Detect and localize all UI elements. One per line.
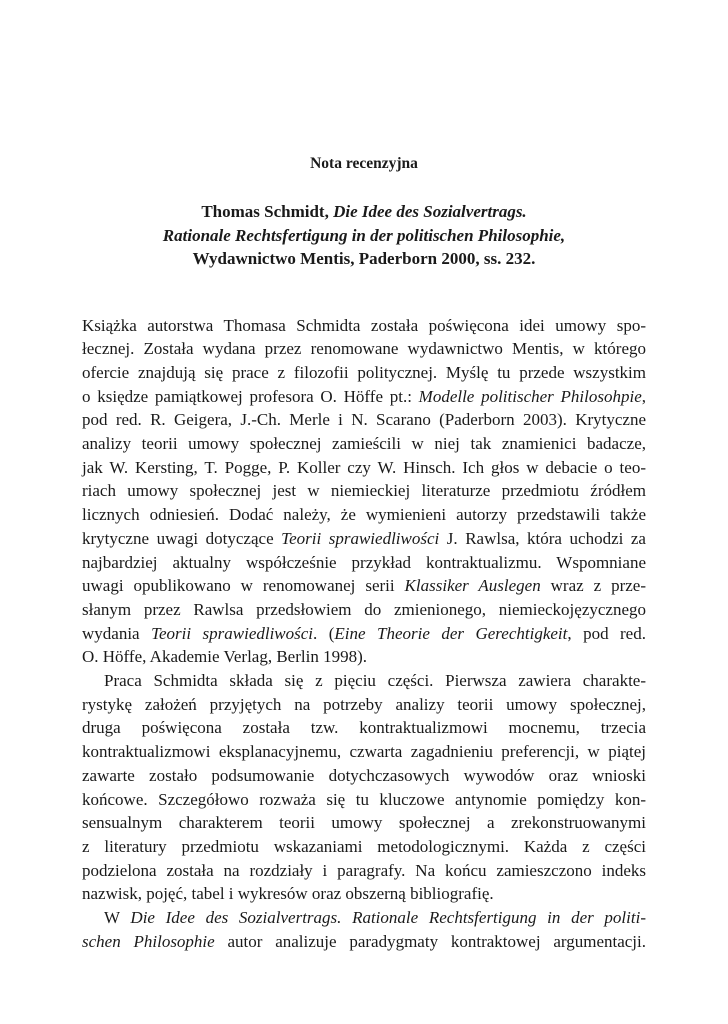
text-line	[82, 906, 646, 930]
text-line: podzielona została na rozdziały i paragrafy. Na końcu zamieszczono indeks	[82, 860, 646, 880]
text-line: rystykę założeń przyjętych na potrzeby analizy teorii umowy społecznej,	[82, 694, 646, 714]
text-line: riach umowy społecznej jest w niemieckiej literaturze przedmiotu źródłem	[82, 481, 646, 501]
text-run: uwagi opublikowano w renomowanej serii	[82, 576, 405, 596]
text-line: licznych odniesień. Dodać należy, że wymienieni autorzy przedstawili także	[82, 505, 646, 525]
book-ref-line-3	[82, 247, 646, 271]
text-line: druga poświęcona została tzw. kontraktualizmowi mocnemu, trzecia	[82, 718, 646, 738]
text-line: najbardziej aktualny współcześnie przykład kontraktualizmu. Wspomniane	[82, 552, 646, 572]
section-label: Nota recenzyjna	[310, 155, 418, 172]
italic-title: Modelle politischer Philosohpie	[418, 386, 642, 406]
book-ref-line-1	[82, 200, 646, 224]
paragraph-2	[82, 669, 646, 906]
text-line: łecznej. Została wydana przez renomowane wydawnictwo Mentis, w którego	[82, 339, 646, 359]
italic-title: Klassiker Auslegen	[404, 576, 541, 596]
review-heading	[82, 154, 646, 271]
text-line: analizy teorii umowy społecznej zamieścili w niej tak znamienici badacze,	[82, 434, 646, 454]
text-run: W	[104, 908, 131, 928]
text-line: pod red. R. Geigera, J.-Ch. Merle i N. Scarano (Paderborn 2003). Krytyczne	[82, 410, 646, 430]
italic-title: Eine Theorie der Gerechtigkeit	[334, 623, 568, 643]
text-run: wydania	[82, 623, 152, 643]
text-line	[82, 622, 646, 646]
italic-title: schen Philosophie	[82, 931, 215, 951]
italic-title: Die Idee des Sozialvertrags. Rationale Rechtsfertigung in der politi-	[130, 908, 646, 928]
text-run: J. Rawlsa, która uchodzi za	[439, 528, 646, 548]
text-line	[82, 930, 646, 954]
text-line: z literatury przedmiotu wskazaniami metodologicznymi. Każda z części	[82, 836, 646, 856]
text-line: słanym przez Rawlsa przedsłowiem do zmienionego, niemieckojęzycznego	[82, 599, 646, 619]
book-publisher: Wydawnictwo Mentis, Paderborn 2000, ss. 232.	[192, 249, 536, 268]
text-run: , pod red.	[567, 623, 646, 643]
text-line: kontraktualizmowi eksplanacyjnemu, czwarta zagadnieniu preferencji, w piątej	[82, 742, 646, 762]
book-reference	[82, 200, 646, 271]
text-line	[82, 385, 646, 409]
book-title-part-1: Die Idee des Sozialvertrags.	[333, 202, 527, 221]
text-line: ofercie znajdują się prace z filozofii politycznej. Myślę tu przede wszystkim	[82, 362, 646, 382]
text-line	[82, 527, 646, 551]
italic-title: Teorii sprawiedliwości	[151, 623, 314, 643]
italic-title: Teorii sprawiedliwości	[281, 528, 440, 548]
text-line: sensualnym charakterem teorii umowy społecznej a zrekonstruowanymi	[82, 813, 646, 833]
book-title-part-2: Rationale Rechtsfertigung in der politischen Philosophie,	[162, 225, 566, 245]
review-body	[82, 314, 646, 954]
review-page	[82, 154, 646, 953]
text-line: O. Höffe, Akademie Verlag, Berlin 1998).	[82, 647, 367, 667]
paragraph-3	[82, 906, 646, 953]
text-run: . (	[313, 623, 335, 643]
text-line: zawarte zostało podsumowanie dotychczasowych wywodów oraz wnioski	[82, 765, 646, 785]
book-author: Thomas Schmidt,	[201, 202, 334, 221]
book-ref-line-2	[82, 224, 646, 248]
text-line: końcowe. Szczegółowo rozważa się tu kluczowe antynomie pomiędzy kon-	[82, 789, 646, 809]
text-run: wraz z prze-	[540, 576, 646, 596]
text-run: ,	[641, 386, 646, 406]
text-line: jak W. Kersting, T. Pogge, P. Koller czy W. Hinsch. Ich głos w debacie o teo-	[82, 457, 646, 477]
text-line: Praca Schmidta składa się z pięciu części. Pierwsza zawiera charakte-	[104, 671, 646, 691]
text-run: autor analizuje paradygmaty kontraktowej argumentacji.	[214, 931, 646, 951]
text-run: o księdze pamiątkowej profesora O. Höffe pt.:	[82, 386, 419, 406]
text-run: krytyczne uwagi dotyczące	[82, 528, 282, 548]
text-line: Książka autorstwa Thomasa Schmidta została poświęcona idei umowy spo-	[82, 315, 646, 335]
text-line	[82, 574, 646, 598]
text-line: nazwisk, pojęć, tabel i wykresów oraz obszerną bibliografię.	[82, 884, 494, 904]
paragraph-1	[82, 314, 646, 670]
